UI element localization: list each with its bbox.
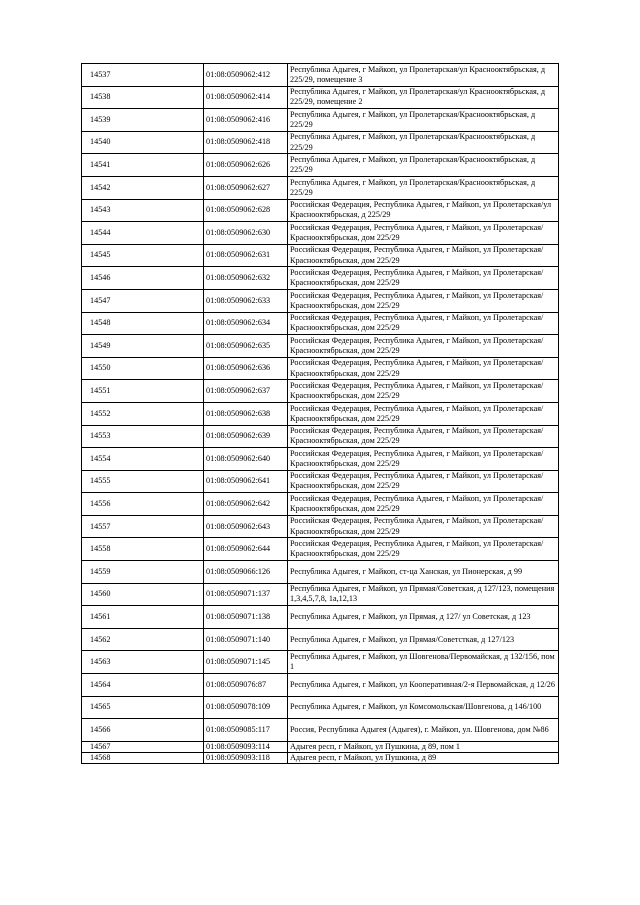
cadastral-number-cell: 01:08:0509062:634: [204, 312, 288, 335]
address-cell: Российская Федерация, Республика Адыгея, г Майкоп, ул Пролетарская/Краснооктябрьская, дом 225/29: [288, 538, 559, 561]
row-number-cell: 14562: [82, 628, 204, 651]
address-cell: Российская Федерация, Республика Адыгея, г Майкоп, ул Пролетарская/Краснооктябрьская, дом 225/29: [288, 402, 559, 425]
row-number-cell: 14567: [82, 741, 204, 752]
table-row: [82, 131, 559, 154]
cadastral-number-cell: 01:08:0509071:145: [204, 651, 288, 674]
table-row: [82, 64, 559, 87]
row-number-cell: 14537: [82, 64, 204, 87]
table-row: [82, 493, 559, 516]
table-row: [82, 696, 559, 719]
cadastral-number-cell: 01:08:0509062:412: [204, 64, 288, 87]
row-number-cell: 14554: [82, 448, 204, 471]
address-cell: Республика Адыгея, г Майкоп, ул Пролетарская/ул Краснооктябрьская, д 225/29, помещение 3: [288, 64, 559, 87]
cadastral-number-cell: 01:08:0509062:643: [204, 515, 288, 538]
address-cell: Республика Адыгея, г Майкоп, ул Прямая/Советская, д 127/123, помещения 1,3,4,5,7,8, 1а,12,13: [288, 583, 559, 606]
cadastral-number-cell: 01:08:0509062:628: [204, 199, 288, 222]
table-row: [82, 515, 559, 538]
row-number-cell: 14561: [82, 606, 204, 629]
address-cell: Российская Федерация, Республика Адыгея, г Майкоп, ул Пролетарская/Краснооктябрьская, дом 225/29: [288, 493, 559, 516]
row-number-cell: 14552: [82, 402, 204, 425]
cadastral-number-cell: 01:08:0509062:418: [204, 131, 288, 154]
row-number-cell: 14544: [82, 222, 204, 245]
address-cell: Российская Федерация, Республика Адыгея, г Майкоп, ул Пролетарская/Краснооктябрьская, дом 225/29: [288, 289, 559, 312]
table-row: [82, 448, 559, 471]
row-number-cell: 14550: [82, 357, 204, 380]
address-cell: Республика Адыгея, г Майкоп, ул Кооперативная/2-я Первомайская, д 12/26: [288, 674, 559, 697]
cadastral-number-cell: 01:08:0509062:627: [204, 176, 288, 199]
table-row: [82, 335, 559, 358]
table-row: [82, 267, 559, 290]
cadastral-number-cell: 01:08:0509062:640: [204, 448, 288, 471]
address-cell: Российская Федерация, Республика Адыгея, г Майкоп, ул Пролетарская/Краснооктябрьская, дом 225/29: [288, 222, 559, 245]
cadastral-number-cell: 01:08:0509062:633: [204, 289, 288, 312]
cadastral-number-cell: 01:08:0509062:631: [204, 244, 288, 267]
cadastral-number-cell: 01:08:0509062:416: [204, 109, 288, 132]
table-row: [82, 176, 559, 199]
row-number-cell: 14545: [82, 244, 204, 267]
row-number-cell: 14560: [82, 583, 204, 606]
registry-table-body: [82, 64, 559, 764]
address-cell: Российская Федерация, Республика Адыгея, г Майкоп, ул Пролетарская/Краснооктябрьская, дом 225/29: [288, 470, 559, 493]
row-number-cell: 14564: [82, 674, 204, 697]
table-row: [82, 199, 559, 222]
address-cell: Российская Федерация, Республика Адыгея, г Майкоп, ул Пролетарская/Краснооктябрьская, дом 225/29: [288, 244, 559, 267]
address-cell: Республика Адыгея, г Майкоп, ул Пролетарская/Краснооктябрьская, д 225/29: [288, 109, 559, 132]
table-row: [82, 741, 559, 752]
row-number-cell: 14566: [82, 719, 204, 742]
cadastral-number-cell: 01:08:0509071:140: [204, 628, 288, 651]
row-number-cell: 14549: [82, 335, 204, 358]
row-number-cell: 14546: [82, 267, 204, 290]
table-row: [82, 753, 559, 764]
table-row: [82, 425, 559, 448]
row-number-cell: 14559: [82, 561, 204, 584]
table-row: [82, 222, 559, 245]
row-number-cell: 14542: [82, 176, 204, 199]
cadastral-number-cell: 01:08:0509085:117: [204, 719, 288, 742]
table-row: [82, 86, 559, 109]
address-cell: Российская Федерация, Республика Адыгея, г Майкоп, ул Пролетарская/Краснооктябрьская, дом 225/29: [288, 312, 559, 335]
table-row: [82, 606, 559, 629]
address-cell: Республика Адыгея, г Майкоп, ул Комсомольская/Шовгенова, д 146/100: [288, 696, 559, 719]
cadastral-number-cell: 01:08:0509062:414: [204, 86, 288, 109]
address-cell: Республика Адыгея, г Майкоп, ул Пролетарская/Краснооктябрьская, д 225/29: [288, 154, 559, 177]
address-cell: Российская Федерация, Республика Адыгея, г Майкоп, ул Пролетарская/Краснооктябрьская, дом 225/29: [288, 448, 559, 471]
address-cell: Адыгея респ, г Майкоп, ул Пушкина, д 89: [288, 753, 559, 764]
address-cell: Российская Федерация, Республика Адыгея, г Майкоп, ул Пролетарская/Краснооктябрьская, дом 225/29: [288, 335, 559, 358]
address-cell: Республика Адыгея, г Майкоп, ул Пролетарская/Краснооктябрьская, д 225/29: [288, 131, 559, 154]
address-cell: Республика Адыгея, г Майкоп, ул Пролетарская/Краснооктябрьская, д 225/29: [288, 176, 559, 199]
address-cell: Адыгея респ, г Майкоп, ул Пушкина, д 89, пом 1: [288, 741, 559, 752]
row-number-cell: 14563: [82, 651, 204, 674]
address-cell: Российская Федерация, Республика Адыгея, г Майкоп, ул Пролетарская/Краснооктябрьская, дом 225/29: [288, 267, 559, 290]
table-row: [82, 402, 559, 425]
cadastral-number-cell: 01:08:0509071:138: [204, 606, 288, 629]
registry-table: [81, 63, 559, 764]
document-page: [81, 63, 559, 764]
table-row: [82, 380, 559, 403]
row-number-cell: 14557: [82, 515, 204, 538]
row-number-cell: 14543: [82, 199, 204, 222]
table-row: [82, 154, 559, 177]
table-row: [82, 628, 559, 651]
address-cell: Республика Адыгея, г Майкоп, ул Прямая, д 127/ ул Советская, д 123: [288, 606, 559, 629]
cadastral-number-cell: 01:08:0509062:632: [204, 267, 288, 290]
cadastral-number-cell: 01:08:0509062:641: [204, 470, 288, 493]
address-cell: Российская Федерация, Республика Адыгея, г Майкоп, ул Пролетарская/ул Краснооктябрьская, д 225/29: [288, 199, 559, 222]
row-number-cell: 14551: [82, 380, 204, 403]
table-row: [82, 289, 559, 312]
cadastral-number-cell: 01:08:0509062:637: [204, 380, 288, 403]
row-number-cell: 14565: [82, 696, 204, 719]
cadastral-number-cell: 01:08:0509062:638: [204, 402, 288, 425]
row-number-cell: 14553: [82, 425, 204, 448]
table-row: [82, 538, 559, 561]
cadastral-number-cell: 01:08:0509071:137: [204, 583, 288, 606]
row-number-cell: 14541: [82, 154, 204, 177]
cadastral-number-cell: 01:08:0509062:642: [204, 493, 288, 516]
cadastral-number-cell: 01:08:0509062:644: [204, 538, 288, 561]
row-number-cell: 14538: [82, 86, 204, 109]
address-cell: Российская Федерация, Республика Адыгея, г Майкоп, ул Пролетарская/Краснооктябрьская, дом 225/29: [288, 380, 559, 403]
address-cell: Республика Адыгея, г Майкоп, ул Пролетарская/ул Краснооктябрьская, д 225/29, помещение 2: [288, 86, 559, 109]
address-cell: Российская Федерация, Республика Адыгея, г Майкоп, ул Пролетарская/Краснооктябрьская, дом 225/29: [288, 357, 559, 380]
address-cell: Россия, Республика Адыгея (Адыгея), г. Майкоп, ул. Шовгенова, дом №86: [288, 719, 559, 742]
table-row: [82, 244, 559, 267]
cadastral-number-cell: 01:08:0509093:114: [204, 741, 288, 752]
table-row: [82, 674, 559, 697]
cadastral-number-cell: 01:08:0509076:87: [204, 674, 288, 697]
cadastral-number-cell: 01:08:0509062:636: [204, 357, 288, 380]
row-number-cell: 14539: [82, 109, 204, 132]
row-number-cell: 14547: [82, 289, 204, 312]
table-row: [82, 651, 559, 674]
table-row: [82, 109, 559, 132]
cadastral-number-cell: 01:08:0509062:639: [204, 425, 288, 448]
cadastral-number-cell: 01:08:0509093:118: [204, 753, 288, 764]
row-number-cell: 14540: [82, 131, 204, 154]
row-number-cell: 14556: [82, 493, 204, 516]
cadastral-number-cell: 01:08:0509066:126: [204, 561, 288, 584]
row-number-cell: 14555: [82, 470, 204, 493]
cadastral-number-cell: 01:08:0509078:109: [204, 696, 288, 719]
table-row: [82, 470, 559, 493]
address-cell: Республика Адыгея, г Майкоп, ул Прямая/Советсткая, д 127/123: [288, 628, 559, 651]
row-number-cell: 14548: [82, 312, 204, 335]
table-row: [82, 357, 559, 380]
address-cell: Российская Федерация, Республика Адыгея, г Майкоп, ул Пролетарская/Краснооктябрьская, дом 225/29: [288, 425, 559, 448]
row-number-cell: 14558: [82, 538, 204, 561]
address-cell: Российская Федерация, Республика Адыгея, г Майкоп, ул Пролетарская/Краснооктябрьская, дом 225/29: [288, 515, 559, 538]
table-row: [82, 719, 559, 742]
cadastral-number-cell: 01:08:0509062:635: [204, 335, 288, 358]
table-row: [82, 583, 559, 606]
table-row: [82, 561, 559, 584]
row-number-cell: 14568: [82, 753, 204, 764]
table-row: [82, 312, 559, 335]
address-cell: Республика Адыгея, г Майкоп, ст-ца Ханская, ул Пионерская, д 99: [288, 561, 559, 584]
cadastral-number-cell: 01:08:0509062:630: [204, 222, 288, 245]
cadastral-number-cell: 01:08:0509062:626: [204, 154, 288, 177]
address-cell: Республика Адыгея, г Майкоп, ул Шовгенова/Первомайская, д 132/156, пом 1: [288, 651, 559, 674]
